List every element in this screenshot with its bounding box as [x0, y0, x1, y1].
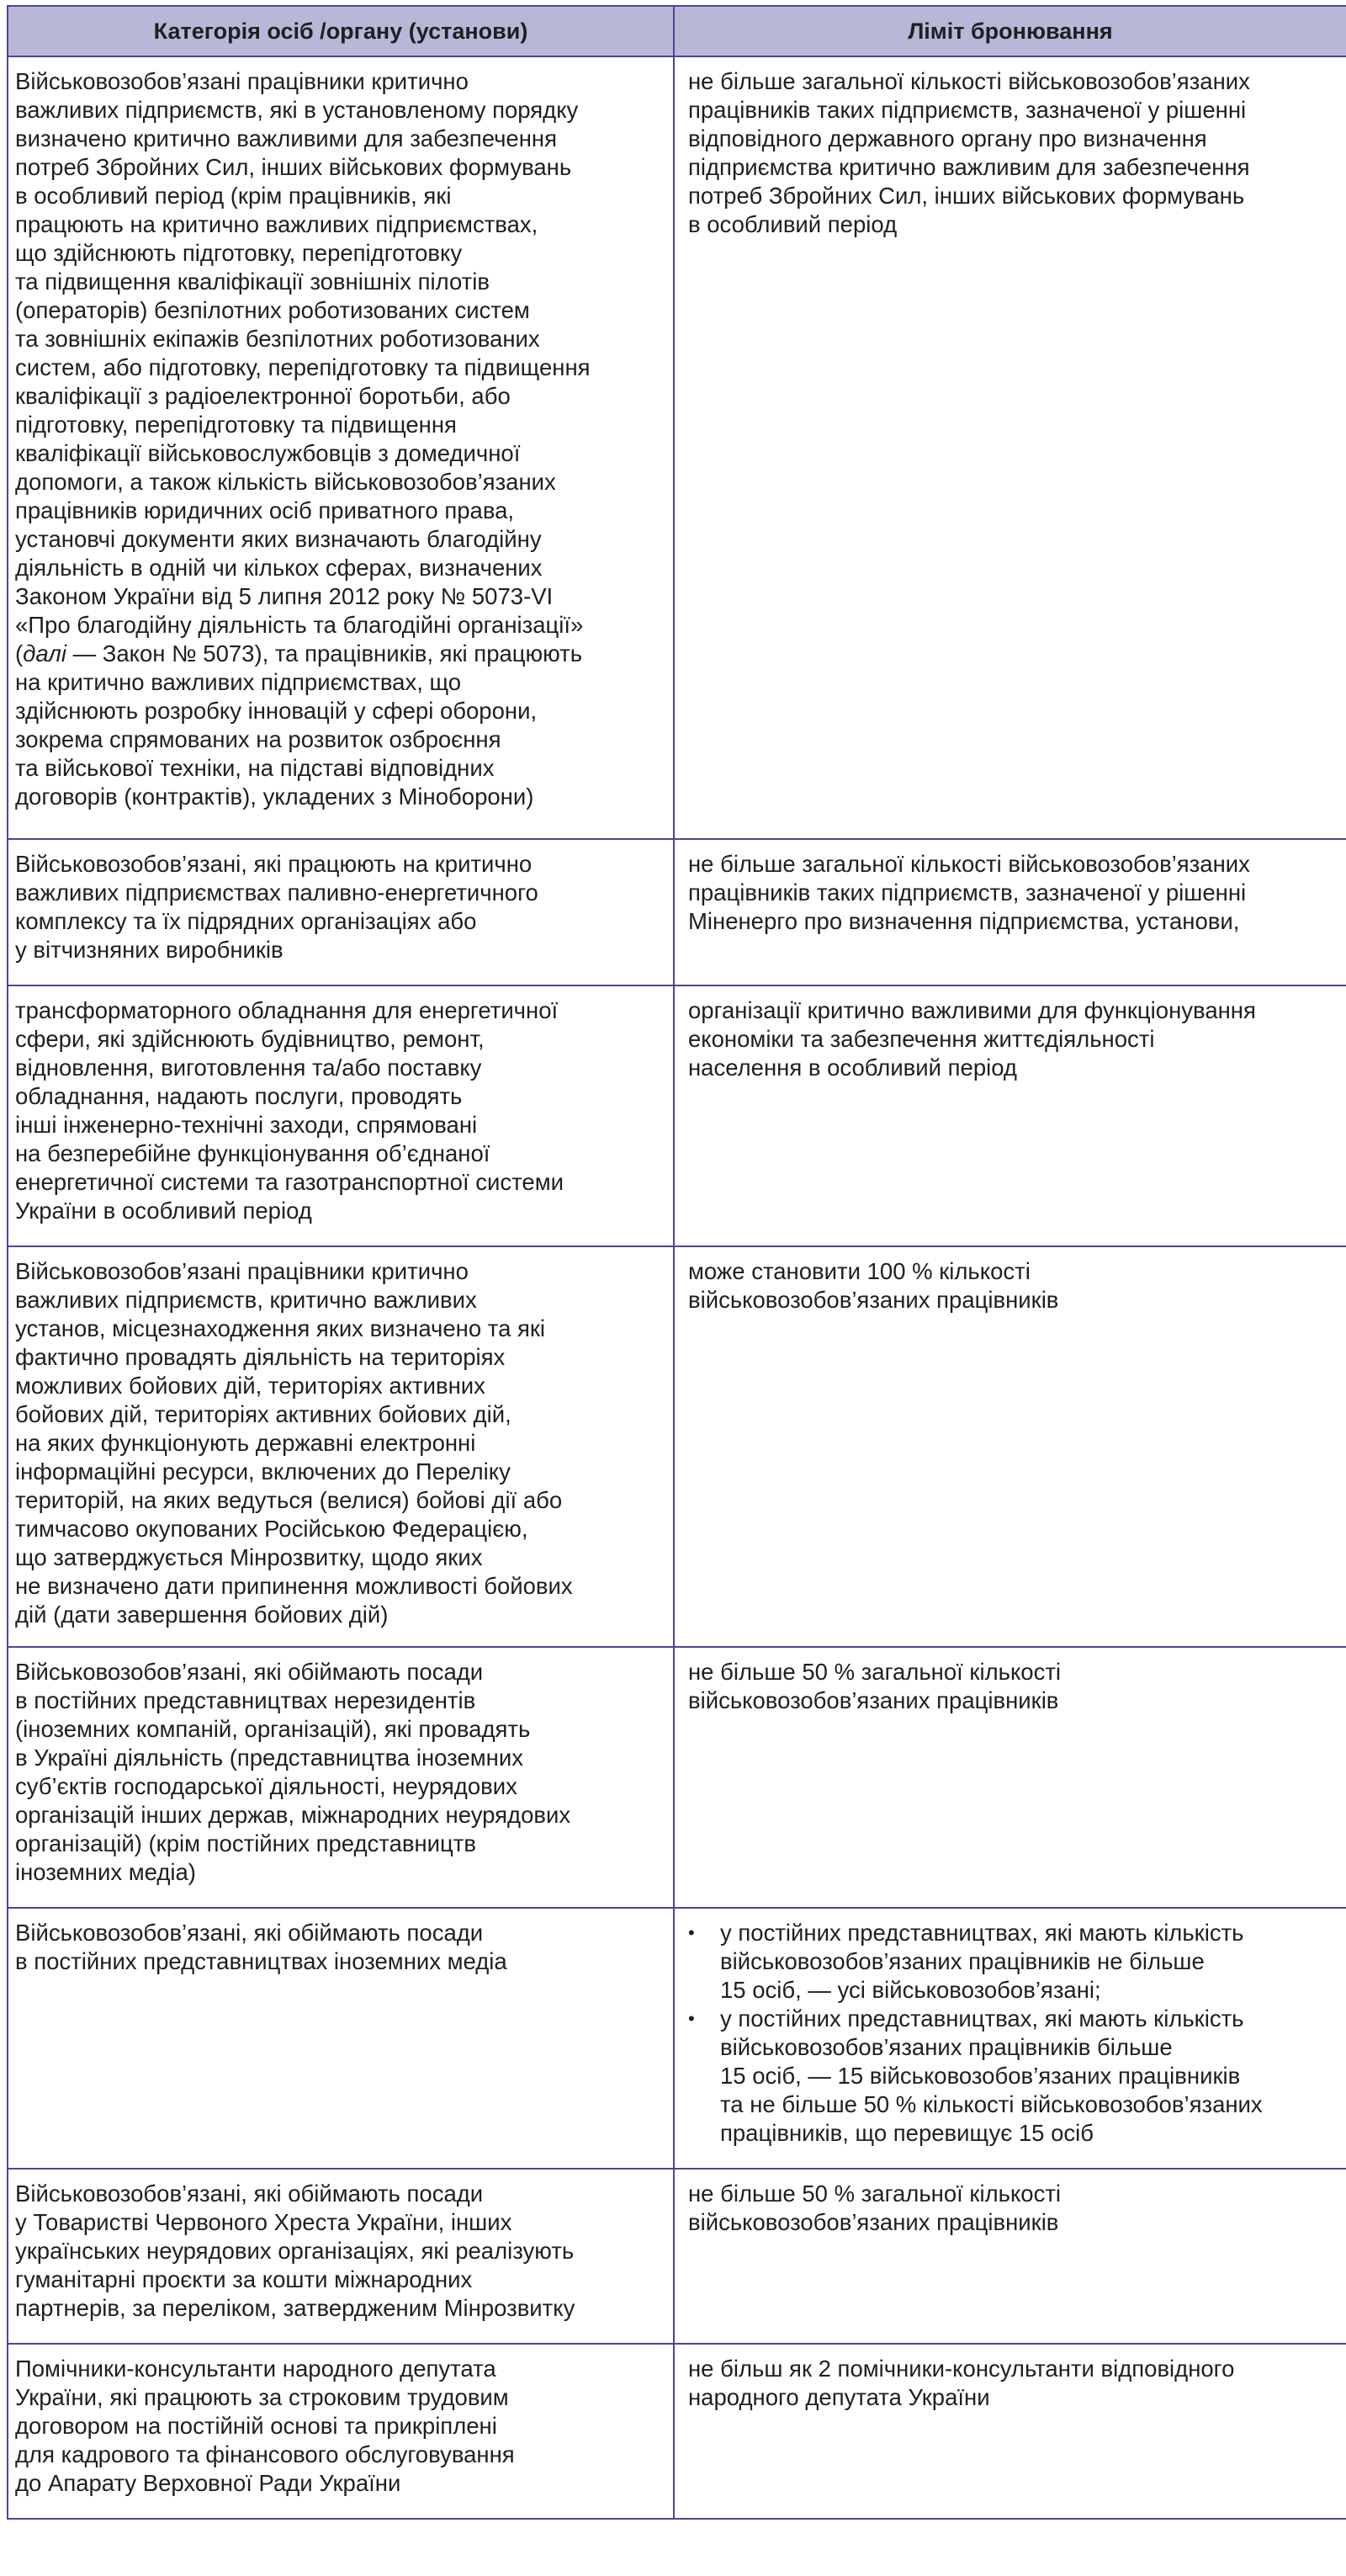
- reservation-limits-table: [7, 5, 1346, 2520]
- limit-text: не більше 50 % загальної кількості військовозобов’язаних працівників: [688, 1659, 1062, 1713]
- header-category: Категорія осіб /органу (установи): [8, 6, 674, 56]
- limit-text: не більше загальної кількості військовозобов’язаних працівників таких підприємств, зазначеної у рішенні відповідного державного органу про визначення підприємства критично важливим для забезпечення потреб Збройних Сил, інших військових формувань в особливий період: [688, 68, 1250, 237]
- category-cell: [8, 1246, 674, 1647]
- table-row: [8, 2344, 1346, 2519]
- limit-cell: [674, 1246, 1346, 1647]
- limit-cell: [674, 1908, 1346, 2169]
- limit-cell: [674, 839, 1346, 985]
- limit-text: не більше 50 % загальної кількості військовозобов’язаних працівників: [688, 2180, 1062, 2235]
- category-text: Військовозобов’язані, які обіймають посади у Товаристві Червоного Хреста України, інших українських неурядових організаціях, які реалізують гуманітарні проєкти за кошти міжнародних партнерів, за переліком, затвердженим Мінрозвитку: [15, 2180, 575, 2321]
- category-cell: [8, 1647, 674, 1908]
- category-text: Військовозобов’язані, які обіймають посади в постійних представництвах іноземних медіа: [15, 1920, 507, 1974]
- limit-cell: [674, 985, 1346, 1246]
- table-row: [8, 2169, 1346, 2344]
- table-row: [8, 839, 1346, 985]
- category-text: Військовозобов’язані, які працюють на критично важливих підприємствах паливно-енергетичного комплексу та їх підрядних організаціях або у вітчизняних виробників: [15, 851, 538, 963]
- document: [7, 5, 1346, 2520]
- category-text: трансформаторного обладнання для енергетичної сфери, які здійснюють будівництво, ремонт, відновлення, виготовлення та/або поставку обладнання, надають послуги, проводять інші інженерно-технічні заходи, спрямовані на безперебійне функціонування об’єднаної енергетичної системи та газотранспортної системи України в особливий період: [15, 997, 564, 1224]
- category-text-tail: — Закон № 5073), та працівників, які працюють на критично важливих підприємствах, що здійснюють розробку інновацій у сфері оборони, зокрема спрямованих на розвиток озброєння та військової техніки, на підставі відповідних договорів (контрактів), укладених з Міноборони): [15, 640, 583, 810]
- category-cell: [8, 2344, 674, 2519]
- limit-bullet-item: • у постійних представництвах, які мають кількість військовозобов’язаних працівників більше 15 осіб, — 15 військовозобов’язаних працівників та не більше 50 % кількості військовозобов’язаних працівників, що перевищує 15 осіб: [688, 2005, 1339, 2148]
- category-italic-text: далі: [23, 640, 66, 667]
- category-cell: Військовозобов’язані працівники критично важливих підприємств, які в установленому порядку визначено критично важливими для забезпечення потреб Збройних Сил, інших військових формувань в особливий період (крім працівників, які працюють на критично важливих підприємствах, що здійснюють підготовку, перепідготовку та підвищення кваліфікації зовнішніх пілотів (операторів) безпілотних роботизованих систем та зовнішніх екіпажів безпілотних роботизованих систем, або підготовку, перепідготовку та підвищення кваліфікації з радіоелектронної боротьби, або підготовку, перепідготовку та підвищення кваліфікації військовослужбовців з домедичної допомоги, а також кількість військовозобов’язаних працівників юридичних осіб приватного права, установчі документи яких визначають благодійну діяльність в одній чи кількох сферах, визначених Законом України від 5 липня 2012 року № 5073-VI «Про благодійну діяльність та благодійні організації» (далі — Закон № 5073), та працівників, які працюють на критично важливих підприємствах, що здійснюють розробку інновацій у сфері оборони, зокрема спрямованих на розвиток озброєння та військової техніки, на підставі відповідних договорів (контрактів), укладених з Міноборони): [8, 56, 674, 839]
- table-header-row: [8, 6, 1346, 56]
- limit-text: не більше загальної кількості військовозобов’язаних працівників таких підприємств, зазначеної у рішенні Міненерго про визначення підприємства, установи,: [688, 851, 1250, 934]
- limit-cell: [674, 1647, 1346, 1908]
- table-row: [8, 56, 1346, 839]
- category-cell: [8, 2169, 674, 2344]
- category-text: Помічники-консультанти народного депутата України, які працюють за строковим трудовим договором на постійній основі та прикріплені для кадрового та фінансового обслуговування до Апарату Верховної Ради України: [15, 2356, 515, 2496]
- limit-text: може становити 100 % кількості військовозобов’язаних працівників: [688, 1258, 1059, 1313]
- category-text: Військовозобов’язані працівники критично важливих підприємств, критично важливих установ, місцезнаходження яких визначено та які фактично провадять діяльність на територіях можливих бойових дій, територіях активних бойових дій, територіях активних бойових дій, на яких функціонують державні електронні інформаційні ресурси, включених до Переліку територій, на яких ведуться (велися) бойові дії або тимчасово окупованих Російською Федерацією, що затверджується Мінрозвитку, щодо яких не визначено дати припинення можливості бойових дій (дати завершення бойових дій): [15, 1258, 573, 1628]
- limit-cell: [674, 2344, 1346, 2519]
- category-text: Військовозобов’язані працівники критично важливих підприємств, які в установленому порядку визначено критично важливими для забезпечення потреб Збройних Сил, інших військових формувань в особливий період (крім працівників, які працюють на критично важливих підприємствах, що здійснюють підготовку, перепідготовку та підвищення кваліфікації зовнішніх пілотів (операторів) безпілотних роботизованих систем та зовнішніх екіпажів безпілотних роботизованих систем, або підготовку, перепідготовку та підвищення кваліфікації з радіоелектронної боротьби, або підготовку, перепідготовку та підвищення кваліфікації військовослужбовців з домедичної допомоги, а також кількість військовозобов’язаних працівників юридичних осіб приватного права, установчі документи яких визначають благодійну діяльність в одній чи кількох сферах, визначених Законом України від 5 липня 2012 року № 5073-VI «Про благодійну діяльність та благодійні організації»: [15, 68, 591, 638]
- category-cell: [8, 1908, 674, 2169]
- limit-cell: [674, 56, 1346, 839]
- limit-text: організації критично важливими для функціонування економіки та забезпечення життєдіяльності населення в особливий період: [688, 997, 1256, 1081]
- category-cell: [8, 985, 674, 1246]
- limit-bullet-list: [688, 1919, 1339, 2148]
- header-limit: Ліміт бронювання: [674, 6, 1346, 56]
- table-row: [8, 1246, 1346, 1647]
- category-text: Військовозобов’язані, які обіймають посади в постійних представництвах нерезидентів (іноземних компаній, організацій), які провадять в Україні діяльність (представництва іноземних суб’єктів господарської діяльності, неурядових організацій інших держав, міжнародних неурядових організацій) (крім постійних представництв іноземних медіа): [15, 1659, 571, 1885]
- table-row: [8, 1908, 1346, 2169]
- limit-text: не більш як 2 помічники-консультанти відповідного народного депутата України: [688, 2356, 1235, 2410]
- limit-bullet-item: • у постійних представництвах, які мають кількість військовозобов’язаних працівників не більше 15 осіб, — усі військовозобов’язані;: [688, 1919, 1339, 2005]
- table-row: [8, 1647, 1346, 1908]
- limit-cell: [674, 2169, 1346, 2344]
- table-row: [8, 985, 1346, 1246]
- category-cell: [8, 839, 674, 985]
